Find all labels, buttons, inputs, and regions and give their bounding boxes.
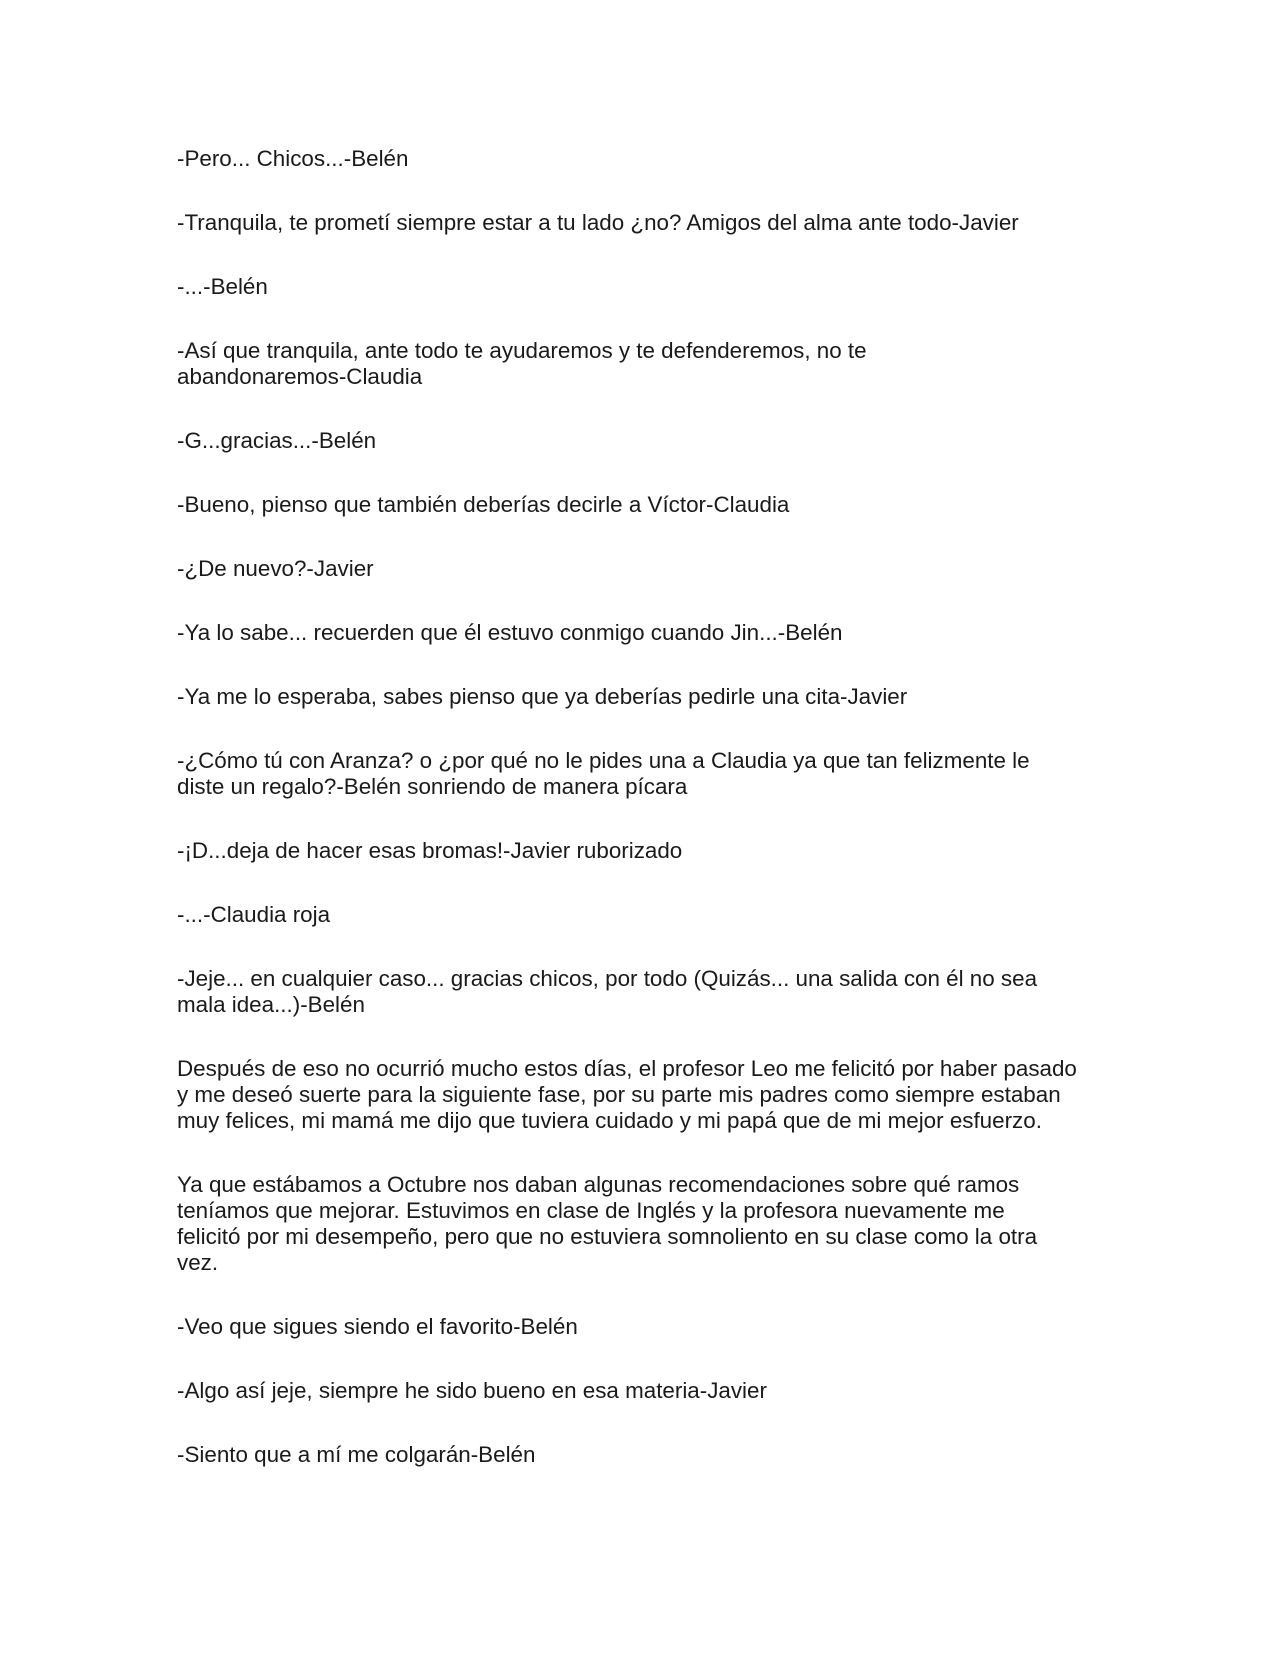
paragraph: -Ya lo sabe... recuerden que él estuvo conmigo cuando Jin...-Belén — [177, 620, 843, 645]
paragraph: -¿De nuevo?-Javier — [177, 556, 374, 581]
paragraph: -Así que tranquila, ante todo te ayudaremos y te defenderemos, no te abandonaremos-Claudia — [177, 338, 867, 389]
paragraph: -Algo así jeje, siempre he sido bueno en esa materia-Javier — [177, 1378, 767, 1403]
paragraph: -Ya me lo esperaba, sabes pienso que ya deberías pedirle una cita-Javier — [177, 684, 908, 709]
paragraph: -Tranquila, te prometí siempre estar a tu lado ¿no? Amigos del alma ante todo-Javier — [177, 210, 1019, 235]
document-page — [177, 146, 1082, 1468]
paragraph: -Pero... Chicos...-Belén — [177, 146, 409, 171]
paragraph: -G...gracias...-Belén — [177, 428, 377, 453]
paragraph: Después de eso no ocurrió mucho estos días, el profesor Leo me felicitó por haber pasado y me deseó suerte para la siguiente fase, por su parte mis padres como siempre estaban muy felices, mi mamá me dijo que tuviera cuidado y mi papá que de mi mejor esfuerzo. — [177, 1056, 1077, 1133]
paragraph: -Siento que a mí me colgarán-Belén — [177, 1442, 536, 1467]
paragraph: -...-Claudia roja — [177, 902, 331, 927]
paragraph: -¿Cómo tú con Aranza? o ¿por qué no le pides una a Claudia ya que tan felizmente le diste un regalo?-Belén sonriendo de manera pícara — [177, 748, 1030, 799]
paragraph: -Bueno, pienso que también deberías decirle a Víctor-Claudia — [177, 492, 790, 517]
paragraph: -Veo que sigues siendo el favorito-Belén — [177, 1314, 578, 1339]
paragraph: -...-Belén — [177, 274, 268, 299]
paragraph: -Jeje... en cualquier caso... gracias chicos, por todo (Quizás... una salida con él no sea mala idea...)-Belén — [177, 966, 1038, 1017]
paragraph: -¡D...deja de hacer esas bromas!-Javier ruborizado — [177, 838, 683, 863]
paragraph: Ya que estábamos a Octubre nos daban algunas recomendaciones sobre qué ramos teníamos que mejorar. Estuvimos en clase de Inglés y la profesora nuevamente me felicitó por mi desempeño, pero que no estuviera somnoliento en su clase como la otra vez. — [177, 1172, 1038, 1275]
